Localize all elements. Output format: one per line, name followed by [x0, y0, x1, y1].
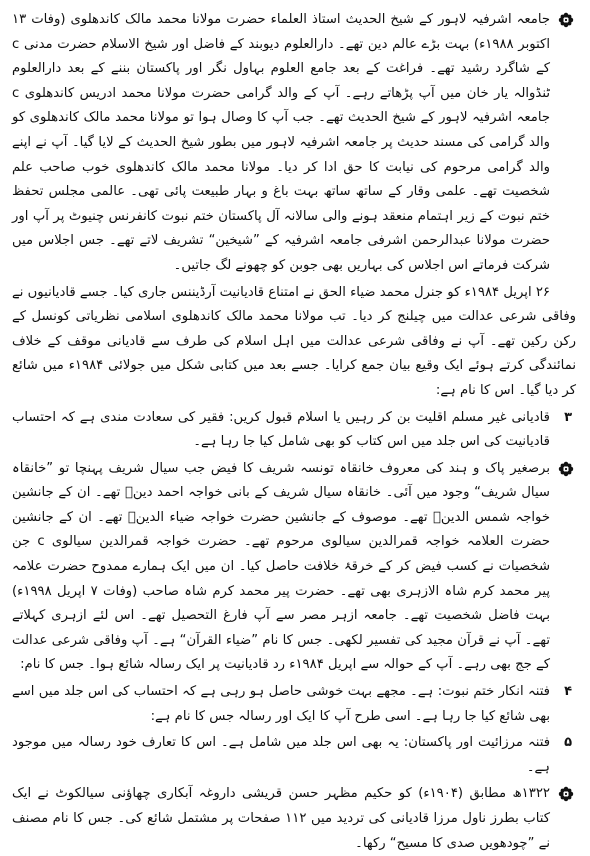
flower-ornament-icon — [558, 786, 574, 802]
paragraph-text: جامعہ اشرفیہ لاہور کے شیخ الحدیث استاذ العلماء حضرت مولانا محمد مالک کاندھلوی (وفات ۱۳ اکتوبر ۱۹۸۸ء) بہت بڑے عالم دین تھے۔ دارالعلوم دیوبند کے فاضل اور شیخ الاسلام حضرت مدنی c کے شاگرد رشید تھے۔ فراغت کے بعد جامع العلوم بہاول نگر اور پاکستان بننے کے بعد دارالعلوم ٹنڈوالہ یار خان میں آپ پڑھاتے رہے۔ آپ کے والد گرامی حضرت مولانا محمد ادریس کاندھلوی c جامعہ اشرفیہ لاہور کے شیخ الحدیث تھے۔ جب آپ کا وصال ہوا تو مولانا محمد مالک کاندھلوی کو والد گرامی کی مسند حدیث پر جامعہ اشرفیہ لاہور میں بطور شیخ الحدیث کے لایا گیا۔ آپ نے اپنے والد گرامی مرحوم کی نیابت کا حق ادا کر دیا۔ مولانا محمد مالک کاندھلوی خوب صاحب علم شخصیت تھے۔ علمی وقار کے ساتھ ساتھ بہت باغ و بہار طبیعت پائی تھی۔ عالمی مجلس تحفظ ختم نبوت کے زیر اہتمام منعقد ہونے والی سالانہ آل پاکستان ختم نبوت کانفرنس چنیوٹ پر آپ اور حضرت مولانا عبدالرحمن اشرفی جامعہ اشرفیہ کے ”شیخین“ تشریف لاتے تھے۔ جس اجلاس میں شرکت فرماتے اس اجلاس کی بہاریں بھی جوبن کو چھونے لگ جاتیں۔ — [12, 12, 550, 273]
paragraph-sial-sharif — [12, 457, 576, 678]
book-item-4 — [12, 680, 576, 729]
book-item-5 — [12, 731, 576, 780]
paragraph-hakeem-mazhar — [12, 782, 576, 856]
paragraph-text: فتنہ انکار ختم نبوت: ہے۔ مجھے بہت خوشی حاصل ہو رہی ہے کہ احتساب کی اس جلد میں اسے بھی شائع کیا جا رہا ہے۔ اسی طرح آپ کا ایک اور رسالہ جس کا نام ہے: — [12, 684, 550, 724]
paragraph-text: ۱۳۲۲ھ مطابق (۱۹۰۴ء) کو حکیم مظہر حسن قریشی داروغہ آبکاری چھاؤنی سیالکوٹ نے ایک کتاب بطرز ناول مرزا قادیانی کی تردید میں ۱۱۲ صفحات پر مشتمل شائع کی۔ جس کا نام مصنف نے ”چودھویں صدی کا مسیح“ رکھا۔ — [12, 786, 551, 851]
item-number: ۵ — [564, 735, 572, 751]
item-number: ۴ — [564, 684, 572, 700]
flower-ornament-icon — [558, 12, 574, 28]
paragraph-text: برصغیر پاک و ہند کی معروف خانقاہ تونسہ شریف کا فیض جب سیال شریف پہنچا تو ”خانقاہ سیال شریف“ وجود میں آئی۔ خانقاہ سیال شریف کے بانی خواجہ احمد دینؒ تھے۔ ان کے جانشین خواجہ شمس الدینؒ تھے۔ موصوف کے جانشین حضرت خواجہ ضیاء الدینؒ تھے۔ ان کے جانشین حضرت العلامہ خواجہ قمرالدین سیالوی مرحوم تھے۔ حضرت خواجہ قمرالدین سیالوی c جن شخصیات نے کسب فیض کر کے خرقۂ خلافت حاصل کیا۔ ان میں ایک ہمارے ممدوح حضرت علامہ پیر محمد کرم شاہ الازہری بھی تھے۔ حضرت پیر محمد کرم شاہ صاحب (وفات ۷ اپریل ۱۹۹۸ء) بہت فاضل شخصیت تھے۔ جامعہ ازہر مصر سے آپ فارغ التحصیل تھے۔ اس لئے ازہری کہلاتے تھے۔ آپ نے قرآن مجید کی تفسیر لکھی۔ جس کا نام ”ضیاء القرآن“ ہے۔ آپ وفاقی شرعی عدالت کے جج بھی رہے۔ آپ کے حوالہ سے اپریل ۱۹۸۴ء رد قادیانیت پر ایک رسالہ شائع ہوا۔ جس کا نام: — [12, 460, 551, 673]
item-number: ۳ — [564, 409, 572, 425]
paragraph-text: قادیانی غیر مسلم اقلیت بن کر رہیں یا اسلام قبول کریں: فقیر کی سعادت مندی ہے کہ احتساب قادیانیت کی اس جلد میں اس کتاب کو بھی شامل کیا جا رہا ہے۔ — [12, 409, 550, 450]
flower-ornament-icon — [558, 461, 574, 477]
paragraph-malik-kandhlavi — [12, 8, 576, 279]
paragraph-ordinance-1984 — [12, 281, 576, 404]
paragraph-text: ۲۶ اپریل ۱۹۸۴ء کو جنرل محمد ضیاء الحق نے امتناع قادیانیت آرڈیننس جاری کیا۔ جسے قادیانیوں نے وفاقی شرعی عدالت میں چیلنج کر دیا۔ تب مولانا محمد مالک کاندھلوی اسلامی نظریاتی کونسل کے رکن رکین تھے۔ آپ نے وفاقی شرعی عدالت میں اہل اسلام کی طرف سے قادیانی موقف کے خلاف نمائندگی کرتے ہوئے ایک وقیع بیان جمع کرایا۔ جسے بعد میں کتابی شکل میں جولائی ۱۹۸۴ء میں شائع کر دیا گیا۔ اس کا نام ہے: — [12, 284, 576, 398]
book-item-3 — [12, 406, 576, 455]
paragraph-text: فتنہ مرزائیت اور پاکستان: یہ بھی اس جلد میں شامل ہے۔ اس کا تعارف خود رسالہ میں موجود ہے۔ — [12, 735, 550, 775]
